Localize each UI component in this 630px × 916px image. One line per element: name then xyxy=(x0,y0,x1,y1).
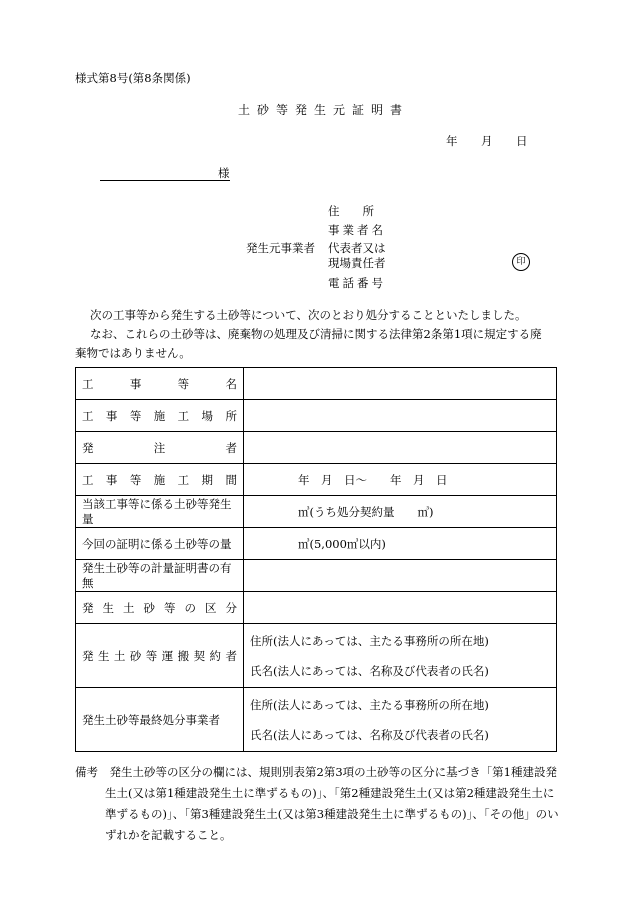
char: 分 xyxy=(225,600,237,615)
char: 注 xyxy=(153,440,166,455)
table-row xyxy=(76,496,557,528)
addressee-line xyxy=(100,180,230,181)
details-table xyxy=(75,367,557,752)
row-label-project-name xyxy=(76,368,244,400)
char: 等 xyxy=(145,648,158,663)
char: 砂 xyxy=(143,600,155,615)
char: 発 xyxy=(82,648,94,663)
char: 生 xyxy=(97,648,110,663)
row-label-certified-amount: 今回の証明に係る土砂等の量 xyxy=(76,528,244,560)
char: 場 xyxy=(201,408,214,423)
row-label-weighing-cert: 発生土砂等の計量証明書の有無 xyxy=(76,560,244,592)
weighing-cert-field[interactable] xyxy=(244,560,557,592)
char: 事 xyxy=(105,408,118,423)
table-row xyxy=(76,400,557,432)
transport-name-label: 氏名(法人にあっては、名称及び代表者の氏名) xyxy=(250,663,489,678)
char: 間 xyxy=(225,472,237,487)
date-day: 日 xyxy=(516,134,528,148)
issuer-representative-label-1: 代表者又は xyxy=(328,241,386,255)
label-text xyxy=(82,376,237,392)
char: 等 xyxy=(177,376,190,391)
intro-line-1: 次の工事等から発生する土砂等について、次のとおり処分することといたしました。 xyxy=(90,308,527,322)
form-number: 様式第8号(第8条関係) xyxy=(75,71,191,85)
label-text xyxy=(82,440,237,456)
intro-line-3: 棄物ではありません。 xyxy=(75,346,191,360)
char: 施 xyxy=(153,408,166,423)
char: 等 xyxy=(129,408,142,423)
char: 工 xyxy=(177,408,190,423)
table-row xyxy=(76,528,557,560)
issuer-group-label: 発生元事業者 xyxy=(246,241,315,255)
transport-contractor-field[interactable] xyxy=(244,624,557,688)
table-row xyxy=(76,368,557,400)
label-text xyxy=(82,600,237,616)
char: 土 xyxy=(113,648,126,663)
char: 約 xyxy=(209,648,221,663)
issuer-phone-label: 電話番号 xyxy=(328,276,386,290)
char: 工 xyxy=(177,472,190,487)
issuer-address-label: 住 所 xyxy=(328,204,374,218)
char: 工 xyxy=(82,376,94,391)
char: 施 xyxy=(153,472,166,487)
table-row xyxy=(76,592,557,624)
label-text xyxy=(82,472,237,488)
row-label-volume: 当該工事等に係る土砂等発生量 xyxy=(76,496,244,528)
orderer-field[interactable] xyxy=(244,432,557,464)
seal-icon: 印 xyxy=(512,253,530,271)
period-field[interactable]: 年 月 日〜 年 月 日 xyxy=(244,464,557,496)
char: 事 xyxy=(129,376,142,391)
row-label-transport-contractor xyxy=(76,624,244,688)
date-year: 年 xyxy=(446,134,458,148)
char: 事 xyxy=(105,472,118,487)
site-field[interactable] xyxy=(244,400,557,432)
certified-amount-field[interactable]: ㎥(5,000㎥以内) xyxy=(244,528,557,560)
row-label-site xyxy=(76,400,244,432)
char: 工 xyxy=(82,408,94,423)
volume-field[interactable]: ㎥(うち処分契約量 ㎥) xyxy=(244,496,557,528)
label-text xyxy=(82,648,237,664)
label-text xyxy=(82,408,237,424)
disposal-address-label: 住所(法人にあっては、主たる事務所の所在地) xyxy=(250,697,489,712)
issuer-business-name-label: 事業者名 xyxy=(328,223,386,237)
disposal-name-label: 氏名(法人にあっては、名称及び代表者の氏名) xyxy=(250,727,489,742)
char: 区 xyxy=(205,600,217,615)
row-label-period xyxy=(76,464,244,496)
char: 工 xyxy=(82,472,94,487)
intro-line-2: なお、これらの土砂等は、廃棄物の処理及び清掃に関する法律第2条第1項に規定する廃 xyxy=(90,327,542,341)
char: 者 xyxy=(225,440,237,455)
addressee-suffix: 様 xyxy=(218,166,230,180)
char: 発 xyxy=(82,440,94,455)
table-row xyxy=(76,432,557,464)
char: 運 xyxy=(161,648,174,663)
row-label-soil-category xyxy=(76,592,244,624)
document-title: 土砂等発生元証明書 xyxy=(238,103,410,117)
char: 土 xyxy=(123,600,135,615)
char: の xyxy=(184,600,196,615)
date-month: 月 xyxy=(481,134,493,148)
table-row xyxy=(76,688,557,752)
char: 契 xyxy=(193,648,206,663)
disposal-operator-field[interactable] xyxy=(244,688,557,752)
char: 者 xyxy=(225,648,237,663)
remarks-text: 備考 発生土砂等の区分の欄には、規則別表第2第3項の土砂等の区分に基づき「第1種建設発生土(又は第1種建設発生土に準ずるもの)」、「第2種建設発生土(又は第2種建設発生土に準ずるもの)」、「第3種建設発生土(又は第3種建設発生土に準ずるもの)」、「その他」のいずれかを記載すること。 xyxy=(75,765,559,842)
char: 発 xyxy=(82,600,94,615)
char: 名 xyxy=(225,376,237,391)
char: 生 xyxy=(102,600,114,615)
char: 所 xyxy=(225,408,237,423)
row-label-orderer xyxy=(76,432,244,464)
table-row xyxy=(76,464,557,496)
soil-category-field[interactable] xyxy=(244,592,557,624)
table-row xyxy=(76,624,557,688)
table-row xyxy=(76,560,557,592)
issuer-representative-label-2: 現場責任者 xyxy=(328,256,386,270)
row-label-disposal-operator: 発生土砂等最終処分事業者 xyxy=(76,688,244,752)
char: 砂 xyxy=(129,648,142,663)
char: 搬 xyxy=(177,648,190,663)
char: 期 xyxy=(201,472,214,487)
project-name-field[interactable] xyxy=(244,368,557,400)
transport-address-label: 住所(法人にあっては、主たる事務所の所在地) xyxy=(250,633,489,648)
remarks xyxy=(75,762,565,846)
char: 等 xyxy=(164,600,176,615)
char: 等 xyxy=(129,472,142,487)
